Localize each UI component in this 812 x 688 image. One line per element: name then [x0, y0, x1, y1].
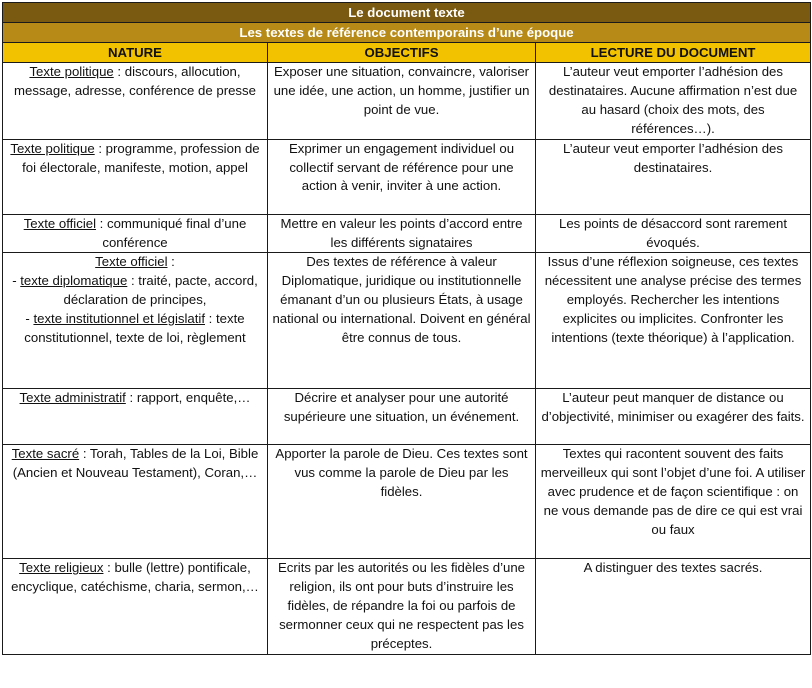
sub-label: texte diplomatique	[20, 273, 128, 289]
nature-label: Texte officiel	[23, 215, 97, 231]
table-subtitle: Les textes de référence contemporains d’une époque	[3, 23, 811, 43]
header-objectifs: OBJECTIFS	[268, 43, 536, 63]
table-row	[3, 214, 811, 253]
nature-text: : programme, profession de foi électorale, manifeste, motion, appel	[22, 140, 260, 175]
nature-text: : rapport, enquête,…	[125, 390, 251, 406]
table-row	[3, 445, 811, 559]
nature-text: : communiqué final d’une conférence	[96, 215, 247, 250]
nature-label: Texte politique	[29, 64, 114, 79]
table-row	[3, 139, 811, 214]
objectifs-cell: Des textes de référence à valeur Diplomatique, juridique ou institutionnelle émanant d’un ou plusieurs États, à usage national ou international. Doivent en général être connus de tous.	[268, 253, 536, 389]
nature-text: : Torah, Tables de la Loi, Bible (Ancien et Nouveau Testament), Coran,…	[12, 446, 259, 481]
nature-label: Texte sacré	[11, 446, 80, 462]
nature-sub-institutionnel	[7, 310, 263, 348]
sub-prefix: -	[12, 273, 21, 289]
lecture-cell: Les points de désaccord sont rarement évoqués.	[536, 214, 811, 253]
objectifs-cell: Décrire et analyser pour une autorité supérieure une situation, un événement.	[268, 389, 536, 445]
document-table	[2, 2, 811, 655]
nature-label: Texte politique	[10, 140, 95, 156]
objectifs-cell: Mettre en valeur les points d’accord entre les différents signataires	[268, 214, 536, 253]
nature-cell	[3, 389, 268, 445]
sub-text: : texte constitutionnel, texte de loi, règlement	[24, 311, 246, 346]
lecture-cell: A distinguer des textes sacrés.	[536, 559, 811, 655]
table-row	[3, 253, 811, 389]
nature-label: Texte officiel	[95, 254, 168, 270]
nature-cell	[3, 445, 268, 559]
nature-cell	[3, 139, 268, 214]
table-title: Le document texte	[3, 3, 811, 23]
table-row	[3, 63, 811, 140]
nature-heading	[7, 253, 263, 272]
title-row	[3, 3, 811, 23]
nature-label: Texte administratif	[19, 390, 126, 406]
sub-prefix: -	[25, 311, 34, 327]
lecture-cell: L’auteur veut emporter l’adhésion des destinataires.	[536, 139, 811, 214]
header-row	[3, 43, 811, 63]
lecture-cell: L’auteur peut manquer de distance ou d’objectivité, minimiser ou exagérer des faits.	[536, 389, 811, 445]
table-row	[3, 559, 811, 655]
nature-cell	[3, 214, 268, 253]
nature-sub-diplomatique	[7, 272, 263, 310]
table-row	[3, 389, 811, 445]
objectifs-cell: Ecrits par les autorités ou les fidèles d’une religion, ils ont pour buts d’instruire les fidèles, de répandre la foi ou parfois de sermonner ceux qui ne respectent pas les préceptes.	[268, 559, 536, 655]
objectifs-cell: Apporter la parole de Dieu. Ces textes sont vus comme la parole de Dieu par les fidèles.	[268, 445, 536, 559]
subtitle-row	[3, 23, 811, 43]
lecture-cell: L’auteur veut emporter l’adhésion des destinataires. Aucune affirmation n’est due au hasard (choix des mots, des références…).	[536, 63, 811, 140]
nature-text: : bulle (lettre) pontificale, encyclique, catéchisme, charia, sermon,…	[11, 560, 259, 595]
nature-text: : discours, allocution, message, adresse, conférence de presse	[14, 64, 256, 98]
nature-cell	[3, 253, 268, 389]
nature-cell	[3, 63, 268, 140]
header-lecture: LECTURE DU DOCUMENT	[536, 43, 811, 63]
nature-colon: :	[167, 254, 175, 270]
sub-text: : traité, pacte, accord, déclaration de principes,	[63, 273, 258, 308]
header-nature: NATURE	[3, 43, 268, 63]
nature-label: Texte religieux	[19, 560, 104, 576]
sub-label: texte institutionnel et législatif	[33, 311, 205, 327]
objectifs-cell: Exprimer un engagement individuel ou collectif servant de référence pour une action à venir, inviter à une action.	[268, 139, 536, 214]
nature-cell	[3, 559, 268, 655]
objectifs-cell: Exposer une situation, convaincre, valoriser une idée, une action, un homme, justifier un point de vue.	[268, 63, 536, 140]
lecture-cell: Issus d’une réflexion soigneuse, ces textes nécessitent une analyse précise des termes employés. Rechercher les intentions explicites ou implicites. Confronter les intentions (texte théorique) à l’application.	[536, 253, 811, 389]
lecture-cell: Textes qui racontent souvent des faits merveilleux qui sont l’objet d’une foi. A utiliser avec prudence et de façon scientifique : on ne vous demande pas de dire ce qui est vrai ou faux	[536, 445, 811, 559]
